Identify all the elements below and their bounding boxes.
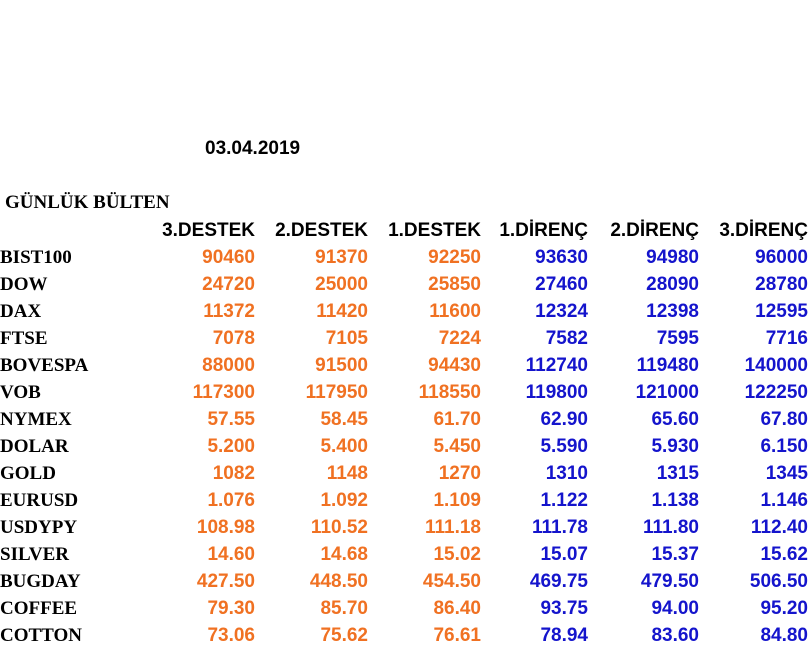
support-level-cell: 117950 — [305, 382, 368, 403]
instrument-name: SILVER — [0, 544, 70, 565]
table-row — [0, 244, 808, 271]
instrument-name: BOVESPA — [0, 355, 89, 376]
resistance-level-cell: 5.590 — [540, 436, 588, 457]
support-level-cell: 1.076 — [207, 490, 255, 511]
support-level-cell: 110.52 — [310, 517, 368, 538]
report-date: 03.04.2019 — [205, 138, 301, 159]
support-level-cell: 91370 — [315, 247, 368, 268]
report-title: GÜNLÜK BÜLTEN — [5, 192, 170, 213]
resistance-level-cell: 506.50 — [749, 571, 808, 592]
resistance-level-cell: 96000 — [755, 247, 808, 268]
instrument-name: DOLAR — [0, 436, 69, 457]
support-level-cell: 118550 — [418, 382, 481, 403]
resistance-level-cell: 5.930 — [651, 436, 699, 457]
resistance-level-cell: 119800 — [525, 382, 588, 403]
instrument-name: BIST100 — [0, 247, 72, 268]
resistance-level-cell: 15.37 — [651, 544, 699, 565]
table-row — [0, 460, 808, 487]
resistance-level-cell: 1315 — [656, 463, 699, 484]
resistance-level-cell: 121000 — [635, 382, 699, 403]
table-row — [0, 541, 808, 568]
support-level-cell: 90460 — [202, 247, 255, 268]
support-level-cell: 7105 — [325, 328, 368, 349]
resistance-level-cell: 112740 — [525, 355, 588, 376]
instrument-name: COFFEE — [0, 598, 78, 619]
support-level-cell: 11372 — [203, 301, 255, 322]
resistance-level-cell: 28090 — [646, 274, 699, 295]
resistance-level-cell: 12595 — [755, 301, 808, 322]
support-level-cell: 15.02 — [433, 544, 481, 565]
table-row — [0, 271, 808, 298]
header-support-1: 1.DESTEK — [388, 220, 481, 241]
resistance-level-cell: 119480 — [636, 355, 699, 376]
support-level-cell: 454.50 — [422, 571, 481, 592]
resistance-level-cell: 7716 — [765, 328, 808, 349]
resistance-level-cell: 65.60 — [651, 409, 699, 430]
support-level-cell: 14.60 — [207, 544, 255, 565]
resistance-level-cell: 1.146 — [760, 490, 808, 511]
instrument-name: COTTON — [0, 625, 83, 646]
instrument-name: FTSE — [0, 328, 48, 349]
support-level-cell: 108.98 — [196, 517, 255, 538]
table-row — [0, 595, 808, 622]
support-level-cell: 24720 — [202, 274, 255, 295]
resistance-level-cell: 28780 — [755, 274, 808, 295]
support-level-cell: 94430 — [428, 355, 481, 376]
resistance-level-cell: 94980 — [646, 247, 699, 268]
support-level-cell: 73.06 — [207, 625, 255, 646]
resistance-level-cell: 93.75 — [540, 598, 588, 619]
resistance-level-cell: 84.80 — [760, 625, 808, 646]
support-level-cell: 76.61 — [433, 625, 481, 646]
support-level-cell: 1.092 — [320, 490, 368, 511]
support-level-cell: 1270 — [438, 463, 481, 484]
header-support-2: 2.DESTEK — [275, 220, 368, 241]
instrument-name: DAX — [0, 301, 42, 322]
support-level-cell: 117300 — [192, 382, 255, 403]
support-level-cell: 1148 — [326, 463, 368, 484]
resistance-level-cell: 95.20 — [760, 598, 808, 619]
support-level-cell: 11600 — [429, 301, 481, 322]
header-row — [0, 217, 808, 244]
resistance-level-cell: 15.62 — [760, 544, 808, 565]
resistance-level-cell: 27460 — [535, 274, 588, 295]
resistance-level-cell: 1345 — [765, 463, 808, 484]
header-resistance-2: 2.DİRENÇ — [610, 220, 699, 241]
resistance-level-cell: 122250 — [744, 382, 808, 403]
table-row — [0, 298, 808, 325]
support-level-cell: 7078 — [212, 328, 255, 349]
support-level-cell: 427.50 — [196, 571, 255, 592]
support-level-cell: 75.62 — [320, 625, 368, 646]
support-level-cell: 1082 — [212, 463, 255, 484]
resistance-level-cell: 6.150 — [760, 436, 808, 457]
resistance-level-cell: 7595 — [656, 328, 699, 349]
resistance-level-cell: 1.122 — [540, 490, 588, 511]
resistance-level-cell: 15.07 — [540, 544, 588, 565]
support-level-cell: 14.68 — [320, 544, 368, 565]
table-row — [0, 568, 808, 595]
support-level-cell: 7224 — [438, 328, 481, 349]
resistance-level-cell: 1310 — [545, 463, 588, 484]
resistance-level-cell: 111.80 — [642, 517, 699, 538]
support-level-cell: 79.30 — [207, 598, 255, 619]
support-level-cell: 25850 — [428, 274, 481, 295]
resistance-level-cell: 78.94 — [540, 625, 588, 646]
support-level-cell: 25000 — [315, 274, 368, 295]
resistance-level-cell: 67.80 — [760, 409, 808, 430]
instrument-name: USDYPY — [0, 517, 78, 538]
instrument-name: DOW — [0, 274, 48, 295]
support-level-cell: 57.55 — [207, 409, 255, 430]
support-level-cell: 86.40 — [433, 598, 481, 619]
header-resistance-3: 3.DİRENÇ — [719, 220, 808, 241]
table-row — [0, 352, 808, 379]
table-row — [0, 433, 808, 460]
instrument-name: GOLD — [0, 463, 56, 484]
table-row — [0, 487, 808, 514]
support-level-cell: 1.109 — [433, 490, 481, 511]
table-row — [0, 406, 808, 433]
resistance-level-cell: 1.138 — [651, 490, 699, 511]
support-level-cell: 88000 — [202, 355, 255, 376]
support-level-cell: 111.18 — [424, 517, 481, 538]
header-support-3: 3.DESTEK — [162, 220, 255, 241]
instrument-name: BUGDAY — [0, 571, 81, 592]
instrument-name: VOB — [0, 382, 41, 403]
resistance-level-cell: 7582 — [545, 328, 588, 349]
resistance-level-cell: 469.75 — [529, 571, 588, 592]
resistance-level-cell: 12398 — [646, 301, 699, 322]
table-row — [0, 622, 808, 649]
resistance-level-cell: 479.50 — [640, 571, 699, 592]
table-row — [0, 379, 808, 406]
resistance-level-cell: 93630 — [535, 247, 588, 268]
resistance-level-cell: 94.00 — [651, 598, 699, 619]
support-level-cell: 91500 — [315, 355, 368, 376]
support-level-cell: 11420 — [316, 301, 368, 322]
header-resistance-1: 1.DİRENÇ — [499, 220, 588, 241]
support-level-cell: 61.70 — [433, 409, 481, 430]
levels-table — [0, 217, 808, 649]
support-level-cell: 448.50 — [309, 571, 368, 592]
support-level-cell: 5.400 — [320, 436, 368, 457]
support-level-cell: 92250 — [428, 247, 481, 268]
instrument-name: EURUSD — [0, 490, 79, 511]
support-level-cell: 5.200 — [207, 436, 255, 457]
resistance-level-cell: 62.90 — [540, 409, 588, 430]
resistance-level-cell: 112.40 — [750, 517, 808, 538]
resistance-level-cell: 83.60 — [651, 625, 699, 646]
resistance-level-cell: 12324 — [535, 301, 588, 322]
table-row — [0, 325, 808, 352]
table-row — [0, 514, 808, 541]
table-body — [0, 244, 808, 649]
header-blank — [0, 217, 142, 244]
resistance-level-cell: 140000 — [744, 355, 808, 376]
instrument-name: NYMEX — [0, 409, 72, 430]
support-level-cell: 58.45 — [320, 409, 368, 430]
resistance-level-cell: 111.78 — [531, 517, 588, 538]
support-level-cell: 5.450 — [433, 436, 481, 457]
support-level-cell: 85.70 — [320, 598, 368, 619]
